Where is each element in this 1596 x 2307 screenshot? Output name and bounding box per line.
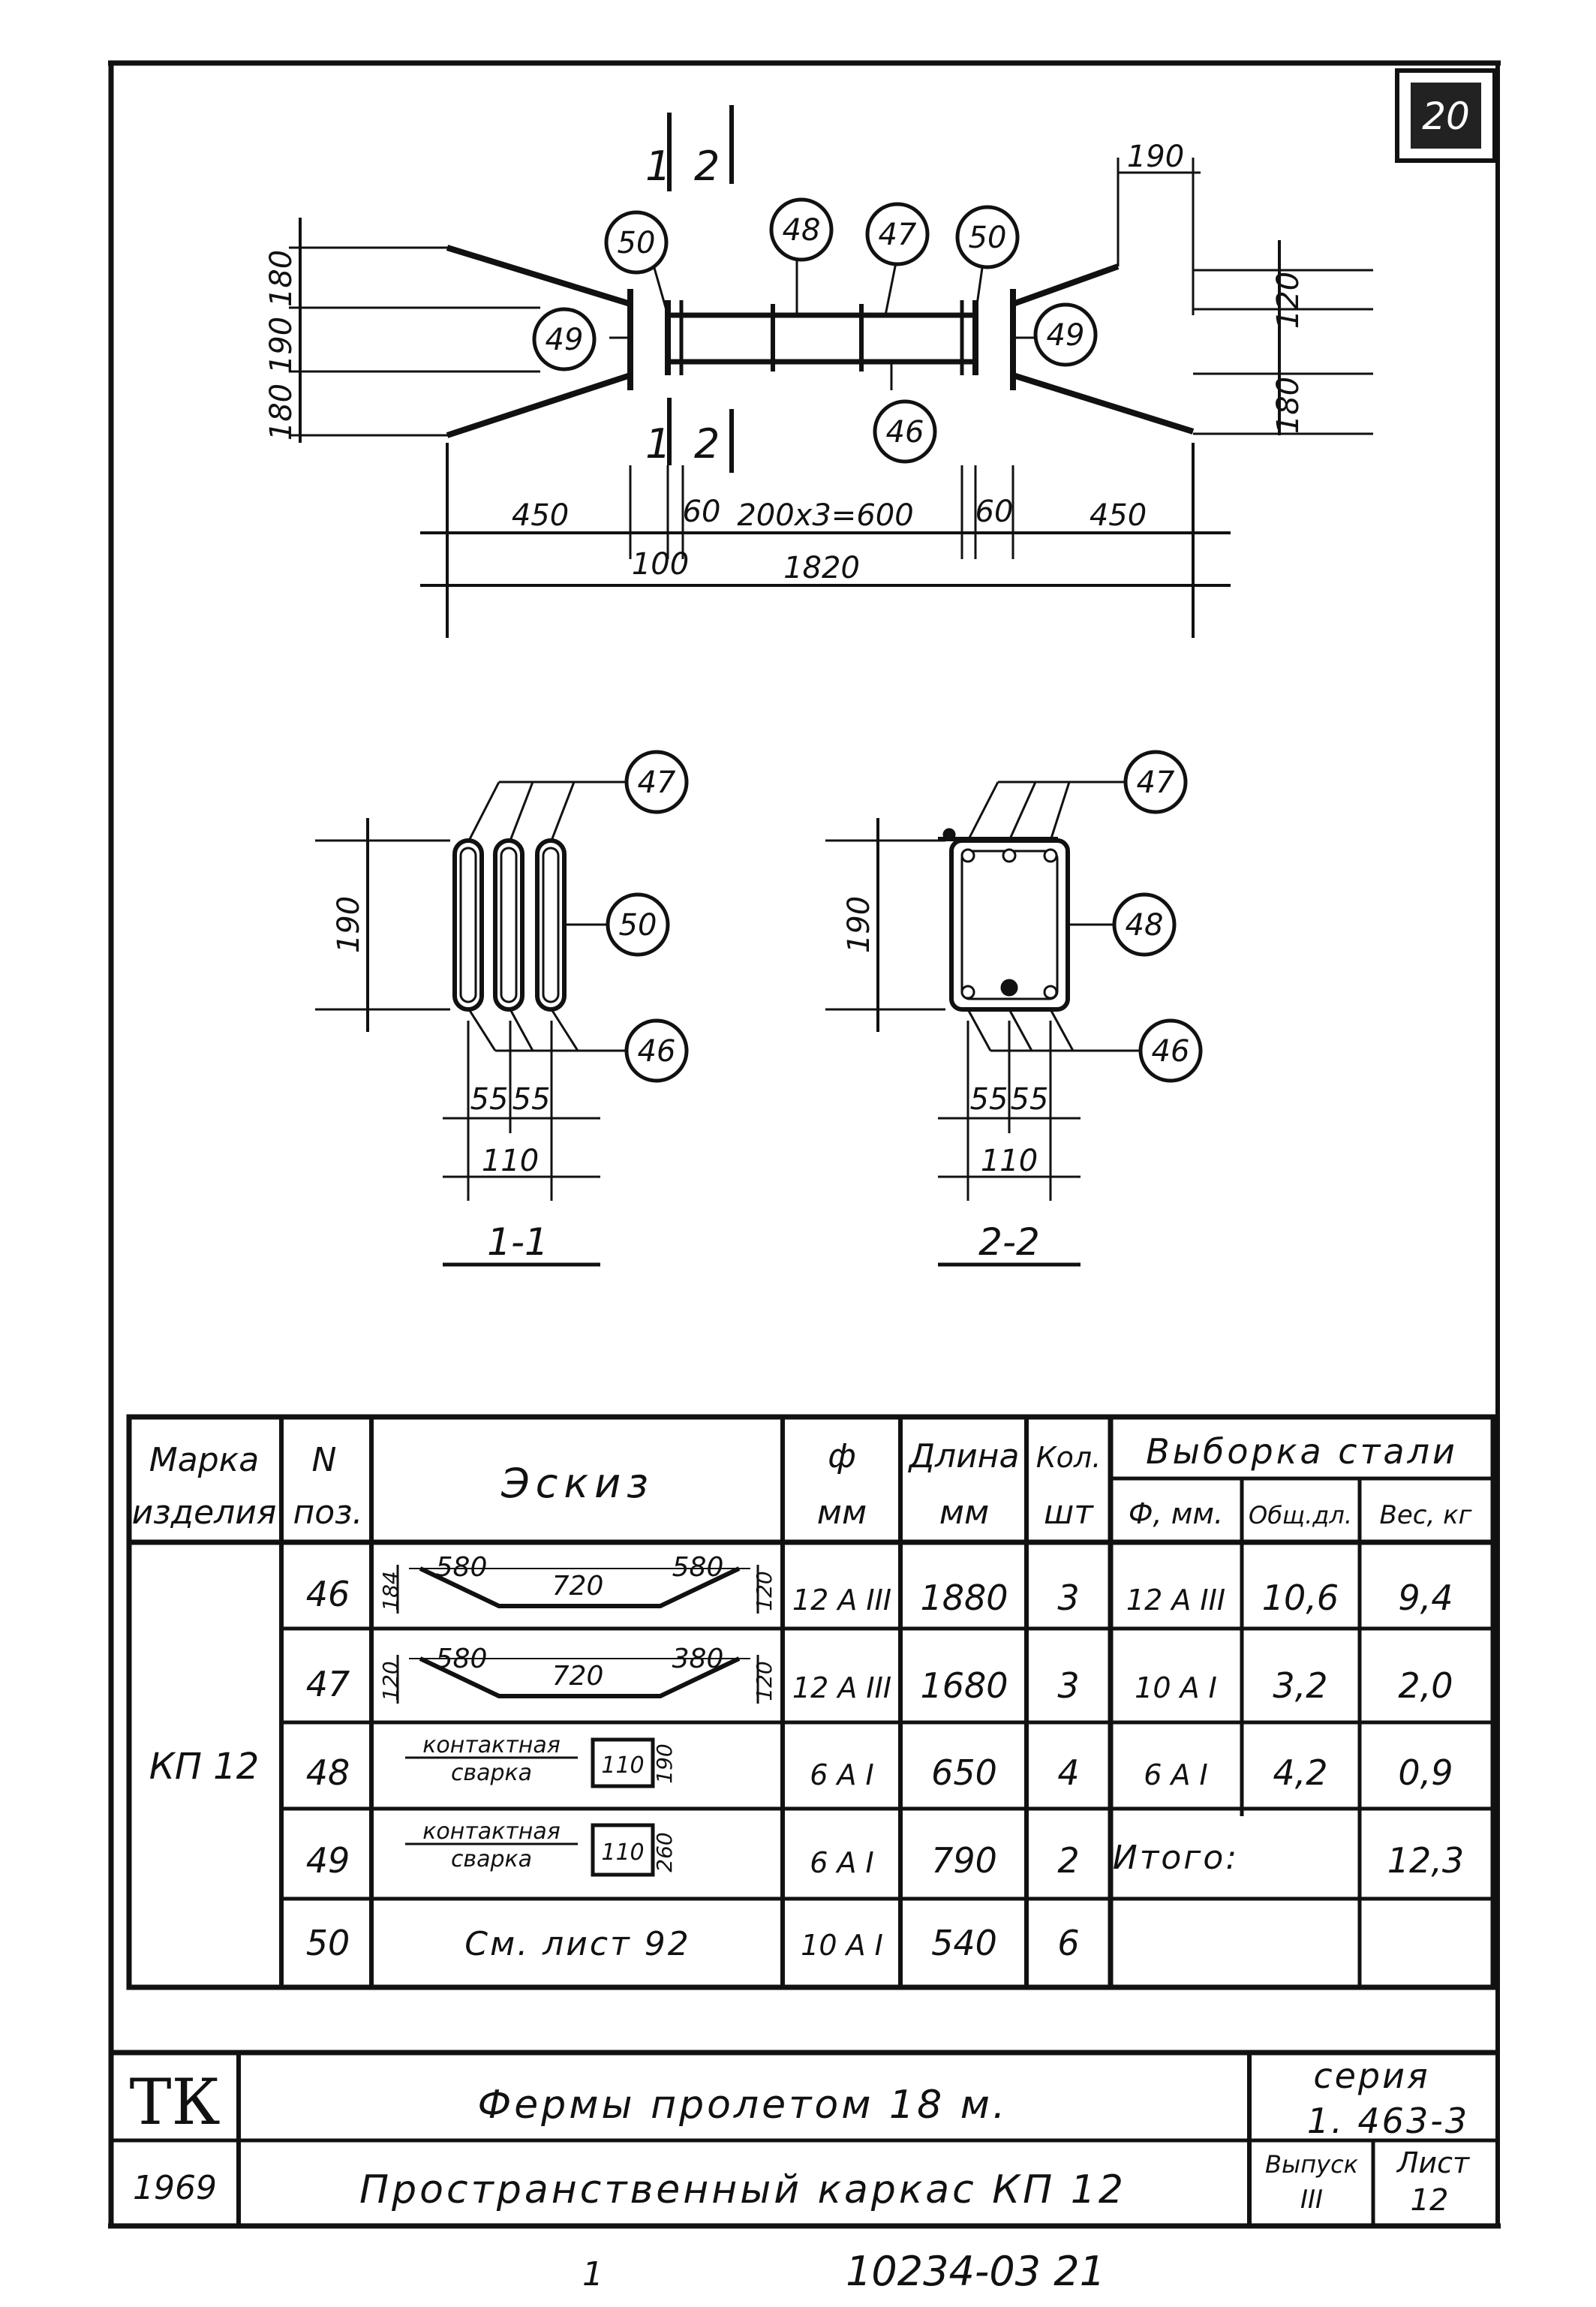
row-sel-weight: 0,9 [1398,1752,1453,1793]
sketch-dim-b: 720 [552,1571,604,1602]
mark-value: КП 12 [149,1746,260,1788]
issue-value: III [1300,2185,1324,2215]
sketch-dim-c: 580 [672,1552,724,1583]
section-1-dim-55b: 55 [512,1082,551,1117]
title-line-2: Пространственный каркас КП 12 [359,2167,1126,2212]
sheet-mark-stamp [1397,71,1495,161]
sketch-dim-right: 120 [752,1661,777,1701]
header-sel-diam: Ф, мм. [1128,1497,1224,1530]
row-length: 1680 [920,1665,1008,1706]
sketch-side-dim: 190 [652,1743,677,1784]
dim-seg-right: 450 [1089,498,1147,533]
section-2-dim-55b: 55 [1010,1082,1049,1117]
bubble-50-right [957,207,1017,267]
section-2-2 [825,782,1141,1265]
sketch-weld-1: контактная [422,1818,561,1845]
bubble-49-right [1035,305,1096,365]
row-count: 6 [1057,1923,1080,1963]
section-1-dim-55a: 55 [470,1082,509,1117]
sketch-dim-a: 580 [435,1644,488,1674]
bubble-47: 47 [637,765,676,800]
bubble-48 [771,200,831,260]
row-pos: 47 [305,1664,350,1704]
row-pos: 49 [305,1840,350,1881]
row-length: 540 [931,1923,997,1963]
row-sel-len: 3,2 [1273,1665,1328,1706]
row-diam: 12 А III [792,1584,892,1617]
header-length-2: мм [939,1493,990,1532]
row-diam: 6 А I [810,1758,874,1791]
section-2-2-bubbles [1114,752,1201,1081]
header-mark-1: Марка [149,1441,260,1479]
section-1-1 [315,782,630,1265]
row-count: 2 [1057,1840,1080,1881]
dim-right-bottom: 180 [1271,376,1306,435]
bubble-50-left [606,212,666,272]
row-length: 650 [931,1752,997,1793]
sketch-box-dim: 110 [601,1752,645,1779]
total-label: Итого: [1112,1839,1240,1877]
title-line-1: Фермы пролетом 18 м. [477,2083,1008,2128]
footer-doc-number: 10234-03 21 [846,2248,1105,2295]
row-sel-diam: 10 А I [1135,1671,1217,1704]
bubble-47 [867,204,927,264]
issue-label: Выпуск [1265,2150,1358,2179]
sketch-box-dim: 110 [601,1839,645,1866]
row-pos: 46 [305,1574,350,1614]
header-diam-2: мм [816,1493,867,1532]
header-sel-len: Общ.дл. [1249,1501,1352,1529]
svg-text:48: 48 [782,213,821,248]
section-1-dim-width: 110 [481,1144,540,1178]
footer-left-mark: 1 [582,2255,603,2293]
dim-seg-60b: 60 [975,495,1014,529]
sketch-weld-2: сварка [450,1760,533,1786]
row-sel-len: 10,6 [1261,1578,1339,1618]
bubble-46: 46 [637,1034,676,1069]
sheet-mark-text: 20 [1422,95,1470,138]
row-length: 790 [931,1840,997,1881]
row-pos: 48 [305,1752,350,1793]
series-value: 1. 463-3 [1306,2101,1470,2141]
bubble-49-left [534,309,594,369]
header-diam-1: ф [828,1437,856,1475]
section-2-dim-width: 110 [980,1144,1038,1178]
header-mark-2: изделия [131,1493,277,1532]
section-mark-top-1: 1 [645,143,672,190]
row-sel-weight: 9,4 [1398,1578,1453,1618]
row-sel-diam: 6 А I [1144,1758,1208,1791]
section-1-title: 1-1 [487,1220,549,1264]
row-sel-diam: 12 А III [1126,1584,1226,1617]
dim-right-top: 120 [1271,271,1306,329]
row-sel-weight: 2,0 [1398,1665,1453,1706]
sketch-dim-a: 580 [435,1552,488,1583]
row-pos: 50 [305,1923,350,1963]
sketch-side-dim: 260 [652,1832,677,1872]
table-row [306,1552,1453,1618]
sketch-weld-2: сварка [450,1846,533,1872]
year-label: 1969 [133,2169,217,2207]
dim-left-stack: 180 190 180 [264,249,299,441]
table-row [306,1818,1464,1881]
svg-text:46: 46 [885,415,924,450]
header-pos-2: поз. [293,1493,363,1532]
header-sketch: Эскиз [501,1460,654,1507]
series-label: серия [1313,2056,1430,2096]
sketch-dim-b: 720 [552,1661,604,1692]
section-2-dim-55a: 55 [969,1082,1008,1117]
dim-seg-mid: 200x3=600 [737,498,914,533]
svg-text:47: 47 [878,218,917,252]
svg-text:50: 50 [617,226,656,260]
section-2-title: 2-2 [978,1220,1040,1264]
total-value: 12,3 [1387,1840,1465,1881]
header-pos-1: N [311,1441,337,1479]
sheet-label: Лист [1396,2146,1470,2179]
table-row [306,1644,1453,1706]
section-2-dim-height: 190 [842,895,876,954]
table-row [306,1732,1453,1793]
row-count: 3 [1057,1578,1080,1618]
row-count: 4 [1057,1752,1080,1793]
row-diam: 12 А III [792,1671,892,1704]
header-sel-weight: Вес, кг [1379,1500,1472,1530]
sketch-dim-right: 120 [752,1571,777,1611]
dim-top-right: 190 [1126,140,1185,174]
dim-seg-100: 100 [631,547,690,582]
sketch-dim-left: 184 [378,1571,403,1611]
row-sel-len: 4,2 [1273,1752,1328,1793]
bubble-50: 50 [618,908,657,943]
dim-seg-60a: 60 [682,495,721,529]
section-1-1-bubbles [608,752,687,1081]
svg-text:49: 49 [545,323,584,357]
sketch-weld-1: контактная [422,1732,561,1758]
bubble-47: 47 [1136,765,1175,800]
svg-text:50: 50 [968,221,1007,255]
bubble-46 [875,402,935,462]
org-label: ТК [129,2065,221,2139]
section-mark-bottom-2: 2 [694,420,720,468]
header-count-2: шт [1044,1493,1093,1532]
svg-text:49: 49 [1046,318,1085,353]
sketch-dim-c: 380 [672,1644,724,1674]
header-selection: Выборка стали [1146,1431,1458,1472]
table-row [306,1923,1080,1963]
section-mark-top-2: 2 [694,143,720,190]
sketch-note: См. лист 92 [464,1925,691,1963]
bubble-48: 48 [1125,908,1164,943]
row-length: 1880 [920,1578,1008,1618]
row-diam: 6 А I [810,1846,874,1879]
section-mark-bottom-1: 1 [645,420,672,468]
header-length-1: Длина [909,1437,1020,1475]
sheet-value: 12 [1410,2183,1449,2218]
dim-total: 1820 [783,551,860,585]
bubble-46: 46 [1151,1034,1190,1069]
row-count: 3 [1057,1665,1080,1706]
header-count-1: Кол. [1035,1441,1102,1474]
dim-seg-left: 450 [511,498,570,533]
section-1-dim-height: 190 [332,895,366,954]
sketch-dim-left: 120 [378,1661,403,1701]
row-diam: 10 А I [801,1929,883,1962]
